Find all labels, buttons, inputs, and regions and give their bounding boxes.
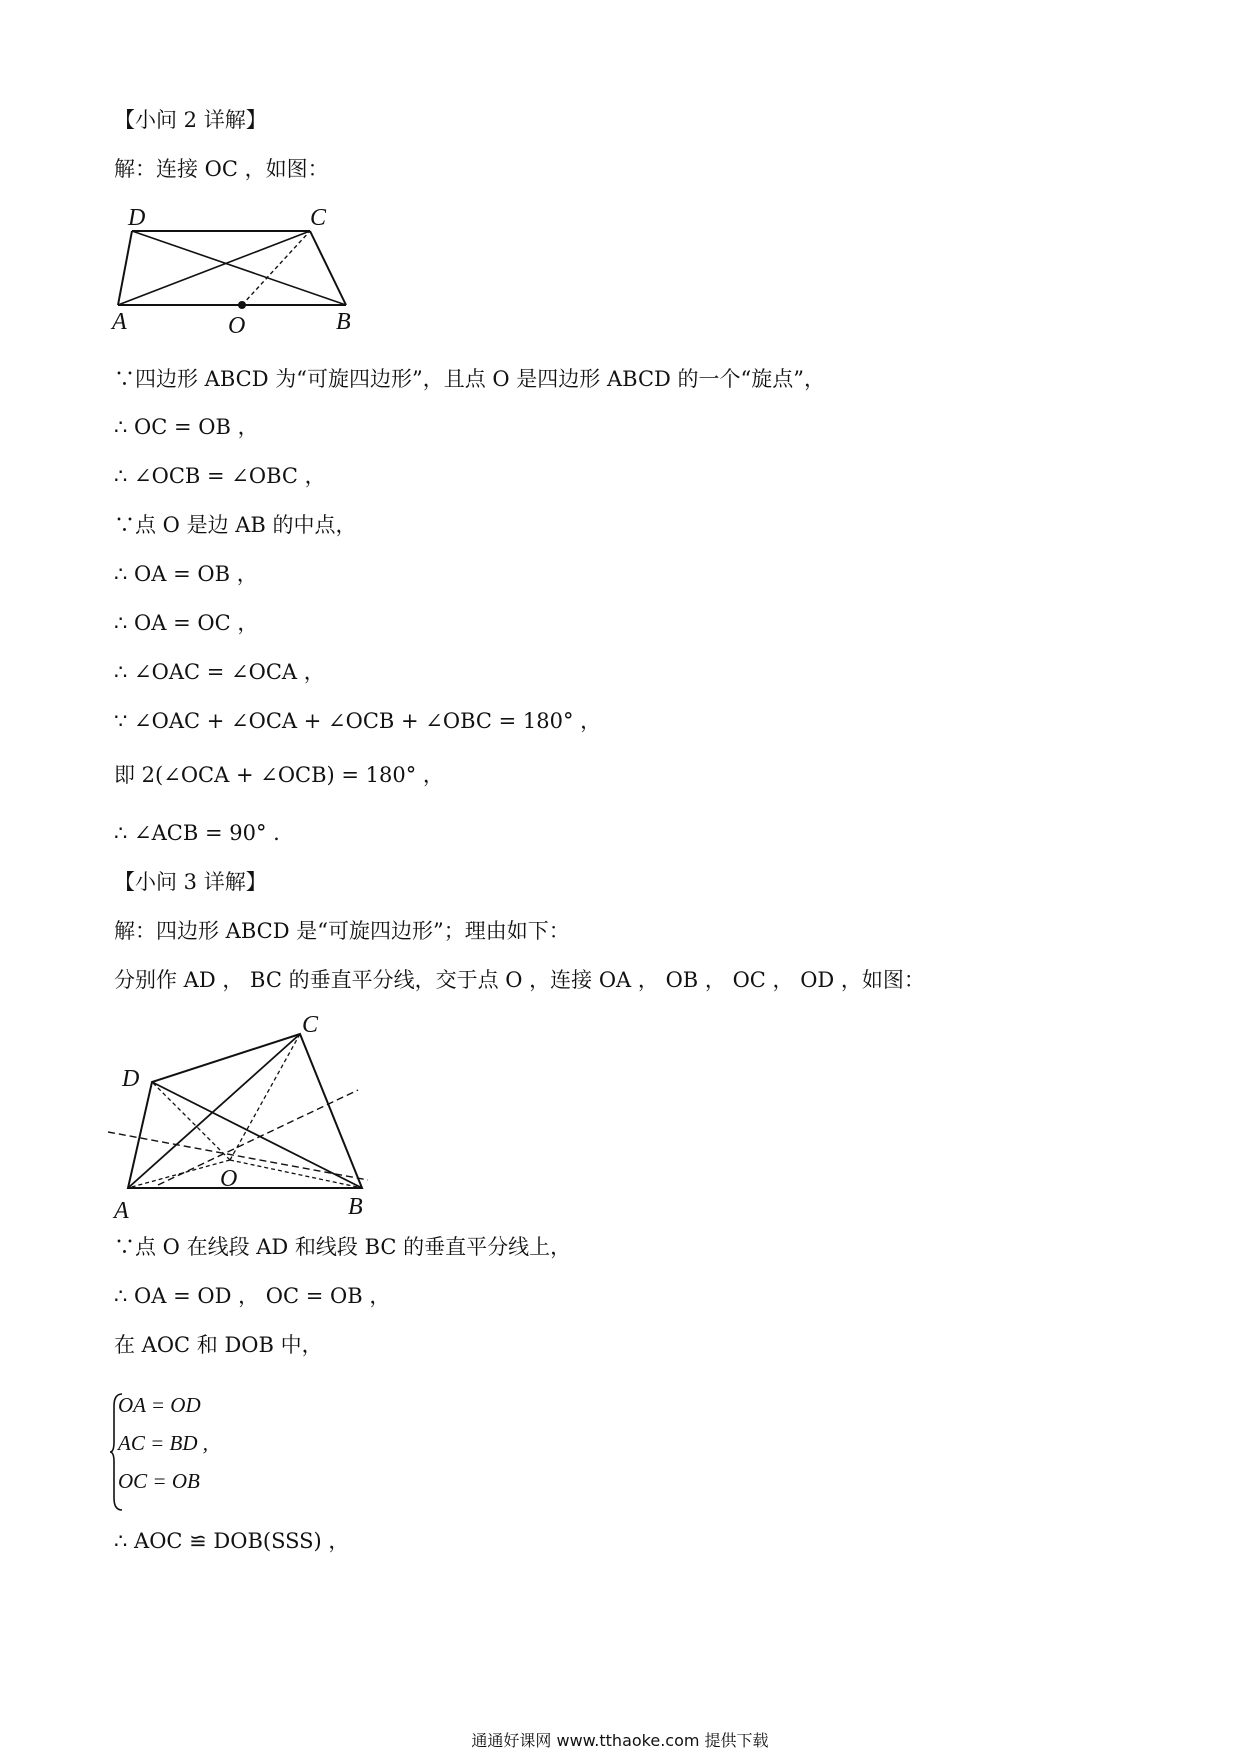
text-line: 解：四边形 ABCD 是“可旋四边形”；理由如下： [114,919,570,943]
label-A: A [112,309,127,335]
equation-row: OA = OD [118,1393,201,1417]
text-line: ∴ OC = OB ， [114,415,259,439]
label-B: B [336,309,351,335]
text-line: ∴ OA = OC ， [114,611,259,635]
label-C: C [302,1012,319,1038]
text-line: ∴ ∠OCB = ∠OBC ， [114,464,326,488]
label-D: D [122,1066,140,1092]
label-B: B [348,1194,363,1220]
label-O: O [220,1166,238,1192]
text-line: ∵点 O 是边 AB 的中点， [114,513,357,537]
text-line: ∴ ∠OAC = ∠OCA ， [114,660,325,684]
equation-row: OC = OB [118,1469,200,1493]
figure-quadrilateral [108,1010,378,1225]
equation-system [118,1386,208,1500]
text-line: ∵点 O 在线段 AD 和线段 BC 的垂直平分线上， [114,1235,572,1259]
section-3-heading: 【小问 3 详解】 [114,870,267,894]
text-line: ∴ ∠ACB = 90° . [114,821,280,845]
text-line: 即 2(∠OCA + ∠OCB) = 180° ， [114,763,444,787]
label-D: D [128,205,146,231]
text-line: 在 AOC 和 DOB 中， [114,1333,323,1357]
text-line: ∵四边形 ABCD 为“可旋四边形”，且点 O 是四边形 ABCD 的一个“旋点”， [114,367,825,391]
text-line: 解：连接 OC ，如图： [114,157,329,181]
page-footer: 通通好课网 www.tthaoke.com 提供下载 [471,1731,769,1750]
label-O: O [228,313,246,335]
figure-trapezoid [110,205,370,335]
text-line: ∴ AOC ≌ DOB(SSS) ， [114,1529,350,1553]
label-C: C [310,205,327,231]
text-line: 分别作 AD ， BC 的垂直平分线，交于点 O ，连接 OA ， OB ， OC ， OD ，如图： [114,968,925,992]
text-line: ∵ ∠OAC + ∠OCA + ∠OCB + ∠OBC = 180° ， [114,709,602,733]
text-line: ∴ OA = OB ， [114,562,258,586]
text-line: ∴ OA = OD ， OC = OB ， [114,1284,391,1308]
equation-row: AC = BD , [118,1431,208,1455]
section-2-heading: 【小问 2 详解】 [114,108,267,132]
label-A: A [114,1198,129,1224]
